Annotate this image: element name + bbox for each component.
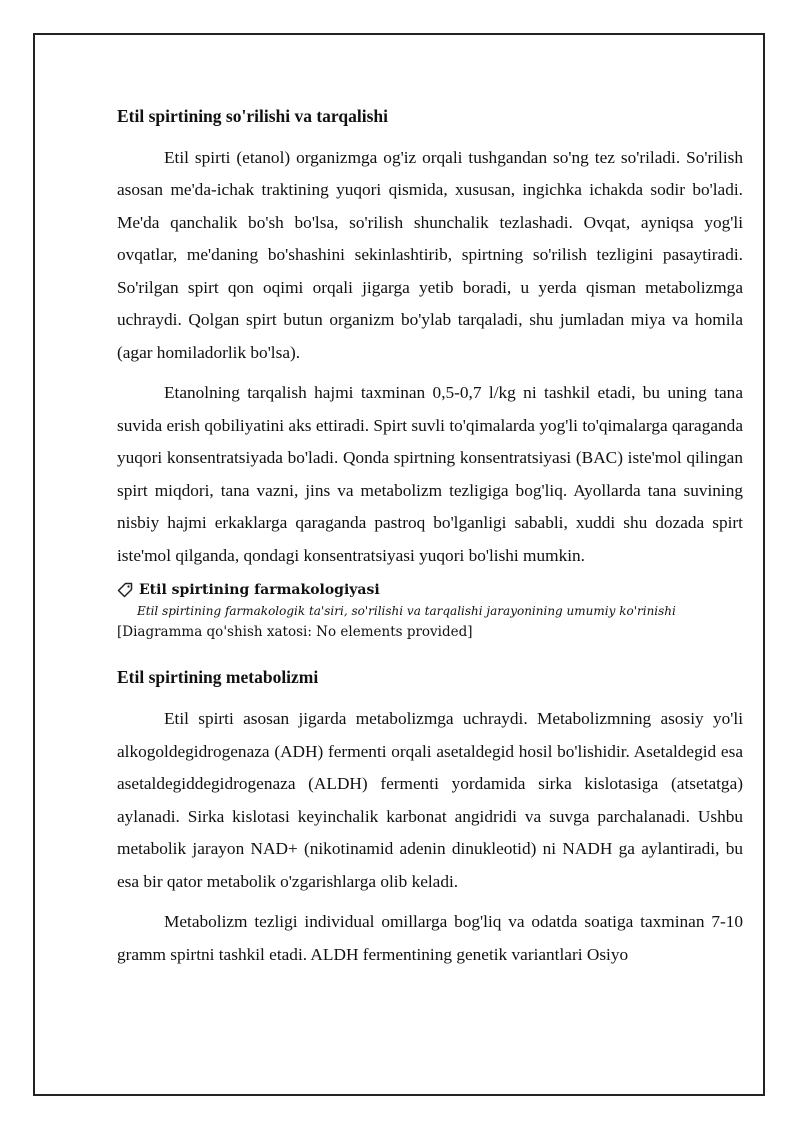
paragraph: Etanolning tarqalish hajmi taxminan 0,5-0,7 l/kg ni tashkil etadi, bu uning tana suvida erish qobiliyatini aks ettiradi. Spirt suvli to'qimalarda yog'li to'qimalarga qaraganda yuqori konsentratsiyada bo'ladi. Qonda spirtning konsentratsiyasi (BAC) iste'mol qilingan spirt miqdori, tana vazni, jins va metabolizm tezligiga bog'liq. Ayollarda tana suvining nisbiy hajmi erkaklarga qaraganda pastroq bo'lganligi sababli, xuddi shu dozada spirt iste'mol qilganda, qondagi konsentratsiyasi yuqori bo'lishi mumkin. (117, 383, 743, 565)
diagram-error-message: [Diagramma qo'shish xatosi: No elements provided] (117, 624, 473, 641)
paragraph: Metabolizm tezligi individual omillarga bog'liq va odatda soatiga taxminan 7-10 gramm spirtni tashkil etadi. ALDH fermentining genetik variantlari Osiyo (117, 912, 743, 964)
page-frame (33, 33, 765, 1096)
diagram-title (117, 582, 743, 598)
tag-icon (117, 582, 133, 598)
section-heading-absorption: Etil spirtining so'rilishi va tarqalishi (117, 106, 388, 126)
diagram-caption: Etil spirtining farmakologik ta'siri, so'rilishi va tarqalishi jarayonining umumiy ko'rinishi (137, 604, 676, 619)
paragraph: Etil spirti (etanol) organizmga og'iz orqali tushgandan so'ng tez so'riladi. So'rilish asosan me'da-ichak traktining yuqori qismida, xususan, ingichka ichakda sodir bo'ladi. Me'da qanchalik bo'sh bo'lsa, so'rilish shunchalik tezlashadi. Ovqat, ayniqsa yog'li ovqatlar, me'daning bo'shashini sekinlashtirib, spirtning so'rilish tezligini pasaytiradi. So'rilgan spirt qon oqimi orqali jigarga yetib boradi, u yerda qisman metabolizmga uchraydi. Qolgan spirt butun organizm bo'ylab tarqaladi, shu jumladan miya va homila (agar homiladorlik bo'lsa). (117, 147, 743, 362)
paragraph: Etil spirti asosan jigarda metabolizmga uchraydi. Metabolizmning asosiy yo'li alkogoldegidrogenaza (ADH) fermenti orqali asetaldegid hosil bo'lishidir. Asetaldegid esa asetaldegiddegidrogenaza (ALDH) fermenti yordamida sirka kislotasiga (atsetatga) aylanadi. Sirka kislotasi keyinchalik karbonat angidridi va suvga parchalanadi. Ushbu metabolik jarayon NAD+ (nikotinamid adenin dinukleotid) ni NADH ga aylantiradi, bu esa bir qator metabolik o'zgarishlarga olib keladi. (117, 709, 743, 891)
diagram-title-text: Etil spirtining farmakologiyasi (139, 582, 380, 599)
document-content (117, 105, 743, 979)
section-heading-metabolism: Etil spirtining metabolizmi (117, 667, 319, 688)
